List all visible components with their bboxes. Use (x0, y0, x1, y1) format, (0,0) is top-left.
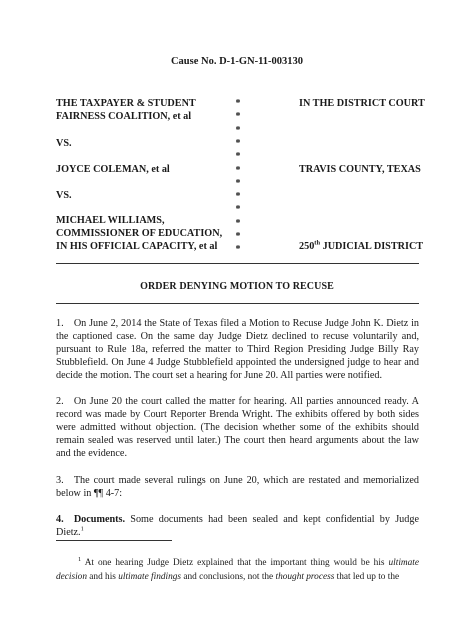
paragraph-4 (56, 513, 419, 539)
paragraph-1: 1. On June 2, 2014 the State of Texas filed a Motion to Recuse Judge John K. Dietz in the captioned case. On the same day Judge Dietz declined to recuse voluntarily and, pursuant to Rule 18a, referred the matter to Third Region Presiding Judge Billy Ray Stubblefield. On June 4 Judge Stubblefield appointed the undersigned judge to hear and decide the motion. The court set a hearing for June 20. All parties were notified. (56, 318, 419, 382)
party-intervenor: JOYCE COLEMAN, et al (56, 164, 170, 175)
caption-asterisk: * (235, 151, 241, 163)
caption-asterisk: * (235, 191, 241, 203)
court-district: 250th JUDICIAL DISTRICT (299, 239, 424, 252)
party-defendant-line3: IN HIS OFFICIAL CAPACITY, et al (56, 241, 218, 252)
caption-asterisk: * (235, 111, 241, 123)
footnote-number: 1 (78, 555, 82, 563)
caption-asterisk: * (235, 204, 241, 216)
court-county: TRAVIS COUNTY, TEXAS (299, 164, 421, 175)
paragraph-2: 2. On June 20 the court called the matter for hearing. All parties announced ready. A record was made by Court Reporter Brenda Wright. The exhibits offered by both sides were admitted without objection. (The decision whether some of the exhibits should remain sealed was reserved until later.) The court then heard arguments about the law and the evidence. (56, 396, 419, 460)
paragraph-4-heading: Documents. (73, 514, 126, 525)
party-defendant-line1: MICHAEL WILLIAMS, (56, 215, 165, 226)
rule-bottom (56, 303, 419, 304)
caption-asterisk: * (235, 98, 241, 109)
footnote: $^1$ At one hearing Judge Dietz explained that the important thing would be his ultimate decision and his ultimate findings and conclusions, not the thought process that led up to the (56, 555, 419, 582)
footnote-rule (56, 540, 172, 541)
footnote-ref[interactable]: 1 (80, 525, 84, 533)
versus-label: VS. (56, 190, 72, 201)
court-name: IN THE DISTRICT COURT (299, 98, 425, 109)
order-title: ORDER DENYING MOTION TO RECUSE (140, 281, 334, 292)
caption-asterisk: * (235, 217, 241, 229)
party-plaintiff-line2: FAIRNESS COALITION, et al (56, 111, 192, 122)
caption-asterisk: * (235, 137, 241, 149)
caption-asterisk: * (235, 231, 241, 242)
caption-asterisk: * (235, 177, 241, 189)
paragraph-3: 3. The court made several rulings on June 20, which are restated and memorialized below in ¶¶ 4-7: (56, 475, 419, 500)
caption-asterisk: * (235, 124, 241, 136)
caption-asterisk: * (235, 244, 241, 256)
paragraph-4-number: 4. (56, 514, 64, 525)
paragraph-4-text: Some documents had been sealed and kept confidential by Judge Dietz. (56, 514, 419, 539)
rule-top (56, 263, 419, 264)
versus-label: VS. (56, 138, 72, 149)
party-plaintiff-line1: THE TAXPAYER & STUDENT (56, 98, 196, 109)
cause-number: Cause No. D-1-GN-11-003130 (170, 56, 304, 67)
party-defendant-line2: COMMISSIONER OF EDUCATION, (56, 228, 223, 239)
caption-asterisk: * (235, 164, 241, 176)
